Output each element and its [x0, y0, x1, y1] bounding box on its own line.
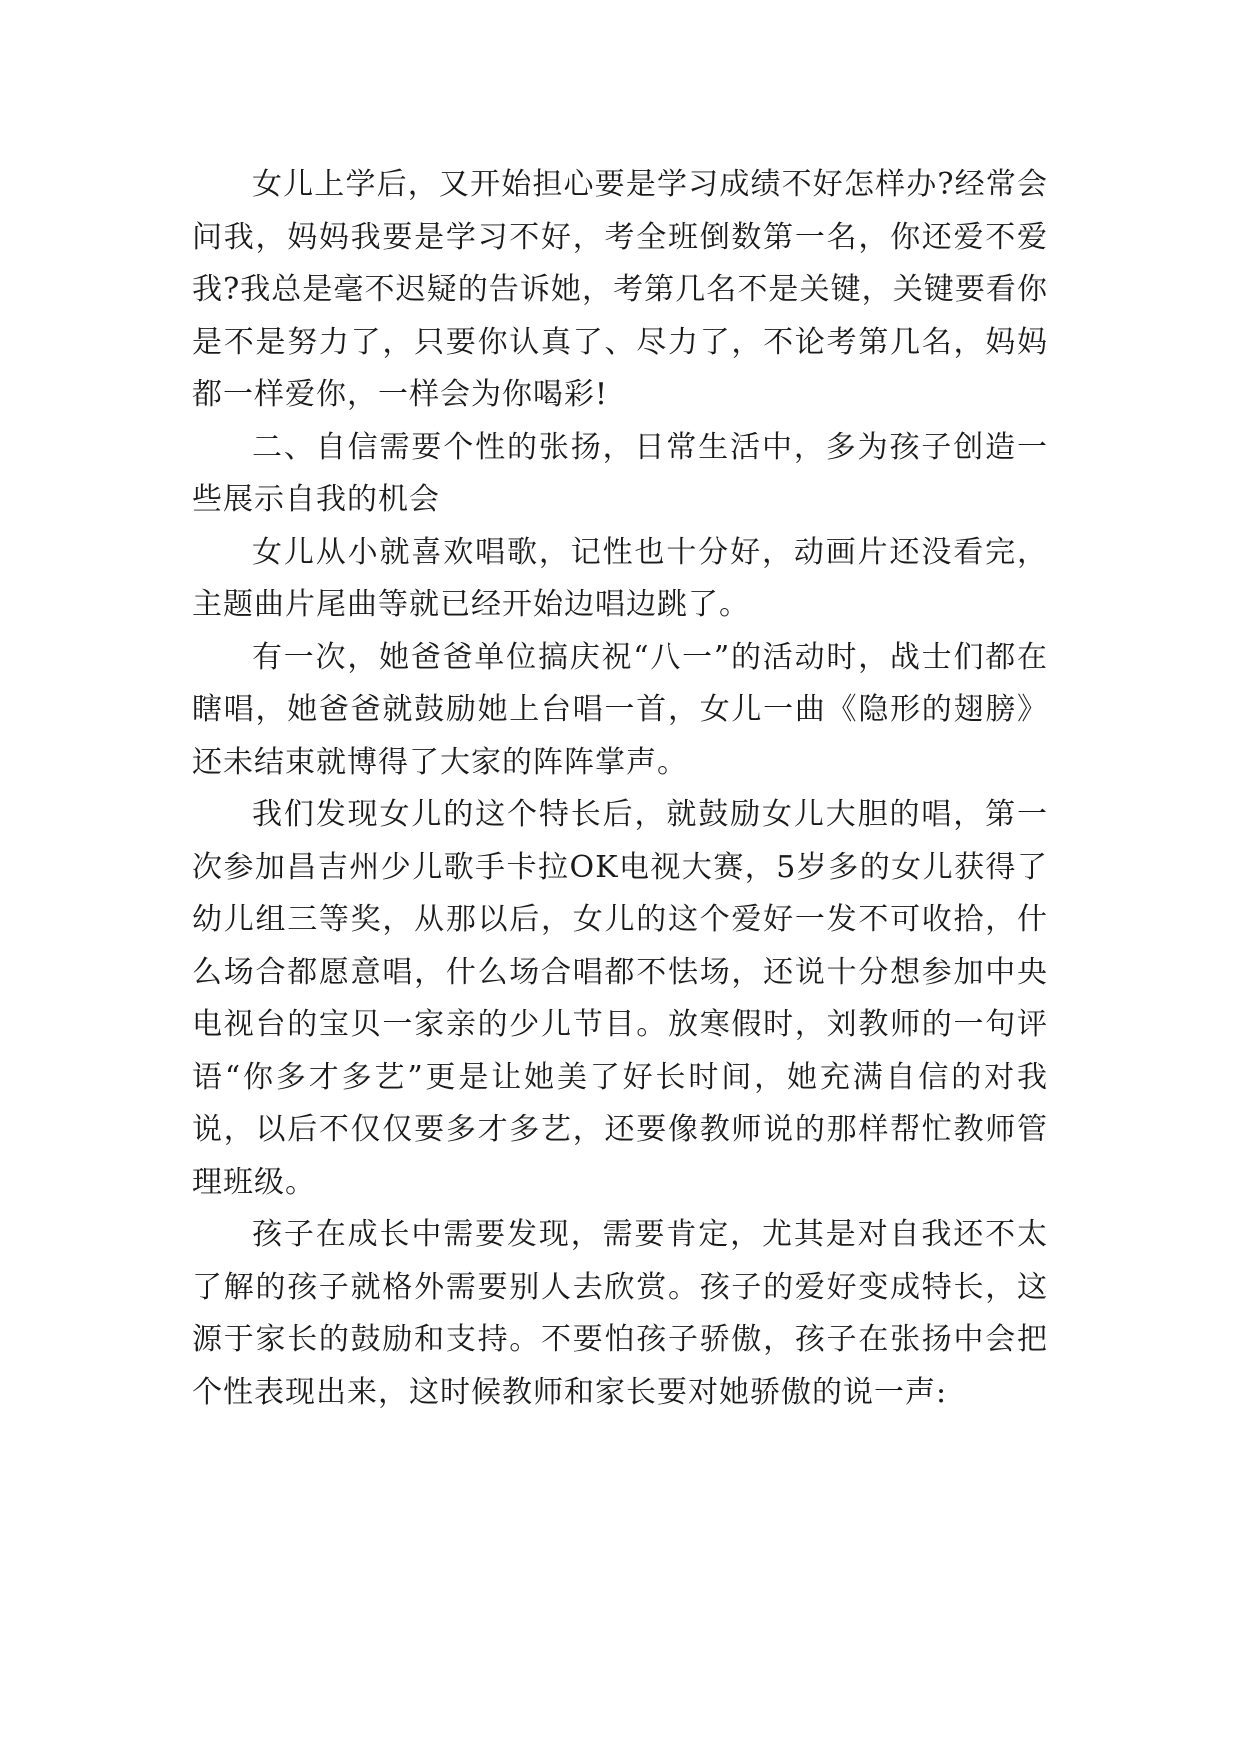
paragraph-3: 有一次，她爸爸单位搞庆祝“八一”的活动时，战士们都在瞎唱，她爸爸就鼓励她上台唱一首，女儿一曲《隐形的翅膀》还未结束就博得了大家的阵阵掌声。 — [192, 639, 1048, 780]
body-text — [192, 159, 1048, 1419]
section-heading: 二、自信需要个性的张扬，日常生活中，多为孩子创造一些展示自我的机会 — [192, 429, 1048, 517]
paragraph-4: 我们发现女儿的这个特长后，就鼓励女儿大胆的唱，第一次参加昌吉州少儿歌手卡拉OK电视大赛，5岁多的女儿获得了幼儿组三等奖，从那以后，女儿的这个爱好一发不可收拾，什么场合都愿意唱，什么场合唱都不怯场，还说十分想参加中央电视台的宝贝一家亲的少儿节目。放寒假时，刘教师的一句评语“你多才多艺”更是让她美了好长时间，她充满自信的对我说，以后不仅仅要多才多艺，还要像教师说的那样帮忙教师管理班级。 — [192, 797, 1048, 1200]
paragraph-1: 女儿上学后，又开始担心要是学习成绩不好怎样办?经常会问我，妈妈我要是学习不好，考全班倒数第一名，你还爱不爱我?我总是毫不迟疑的告诉她，考第几名不是关键，关键要看你是不是努力了，只要你认真了、尽力了，不论考第几名，妈妈都一样爱你，一样会为你喝彩! — [192, 167, 1048, 412]
paragraph-2: 女儿从小就喜欢唱歌，记性也十分好，动画片还没看完，主题曲片尾曲等就已经开始边唱边跳了。 — [192, 534, 1048, 622]
paragraph-5: 孩子在成长中需要发现，需要肯定，尤其是对自我还不太了解的孩子就格外需要别人去欣赏。孩子的爱好变成特长，这源于家长的鼓励和支持。不要怕孩子骄傲，孩子在张扬中会把个性表现出来，这时候教师和家长要对她骄傲的说一声: — [192, 1217, 1048, 1410]
